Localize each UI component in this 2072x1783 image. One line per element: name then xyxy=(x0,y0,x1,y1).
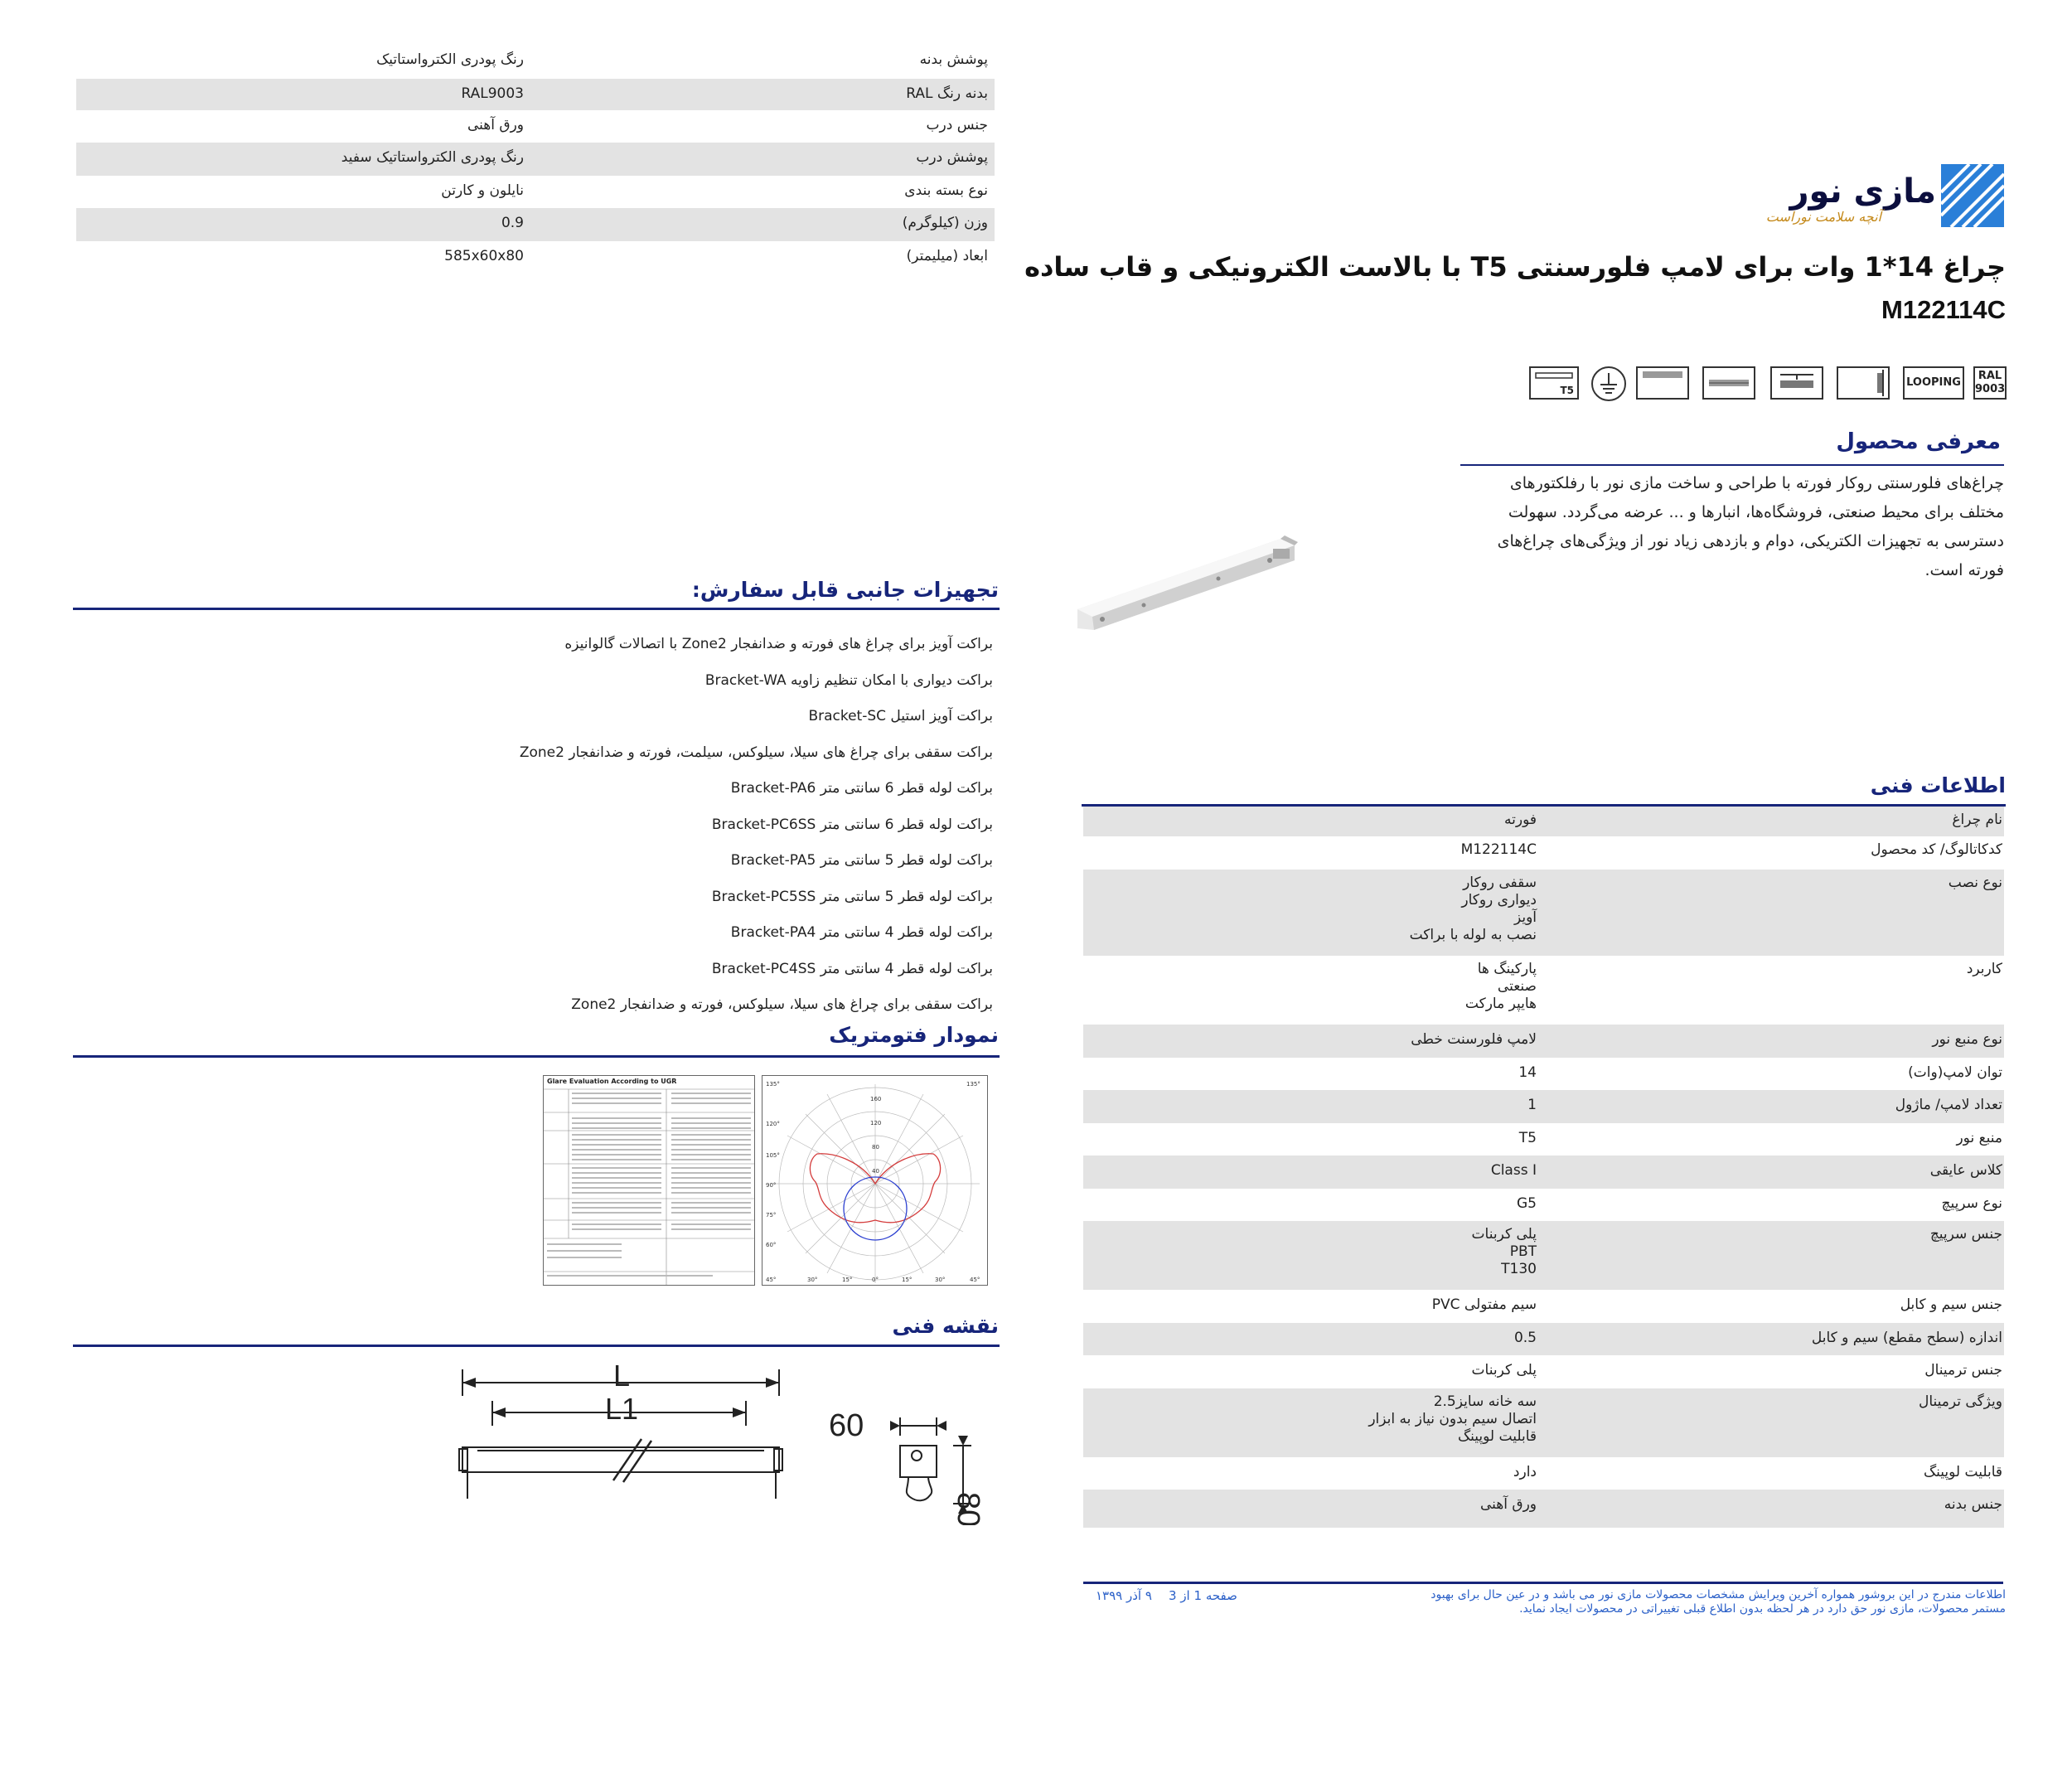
dimension-drawing xyxy=(456,1359,995,1525)
row-label: نوع سرپیچ xyxy=(1941,1195,2002,1212)
table-row xyxy=(1083,807,2004,836)
surface-mount-icon xyxy=(1772,368,1822,398)
row-label: قابلیت لوپینگ xyxy=(1923,1464,2002,1480)
row-value: سقفی روکار دیواری روکار آویز نصب به لوله با براکت xyxy=(1409,875,1537,943)
polar-label: 45° xyxy=(766,1277,777,1283)
table-row xyxy=(1083,1189,2004,1221)
row-label: جنس ترمینال xyxy=(1924,1362,2002,1378)
row-value: Class I xyxy=(1490,1162,1537,1179)
photometric-heading: نمودار فتومتریک xyxy=(829,1023,999,1047)
pipe-mount-icon xyxy=(1704,368,1754,398)
polar-label: 135° xyxy=(966,1081,980,1088)
badge-earth xyxy=(1591,366,1626,401)
ceiling-mount-icon xyxy=(1638,368,1687,398)
table-row xyxy=(1083,1355,2004,1388)
row-value: 585x60x80 xyxy=(444,248,524,264)
row-label: پوشش درب xyxy=(916,149,988,166)
page-number: صفحه 1 از 3 xyxy=(1169,1588,1237,1603)
row-label: نوع بسته بندی xyxy=(904,182,988,199)
footer-date: ۹ آذر ۱۳۹۹ xyxy=(1096,1588,1152,1603)
row-label: کلاس عایقی xyxy=(1929,1162,2002,1179)
wall-mount-icon xyxy=(1838,368,1888,398)
table-row xyxy=(76,79,995,110)
row-label: نوع منبع نور xyxy=(1932,1031,2002,1048)
list-item: براکت آویز استیل Bracket-SC xyxy=(808,708,993,724)
intro-heading: معرفی محصول xyxy=(1836,429,2001,454)
polar-ring-label: 120 xyxy=(870,1120,882,1126)
row-value: 14 xyxy=(1518,1064,1537,1081)
row-label: منبع نور xyxy=(1956,1130,2002,1146)
row-label: نوع نصب xyxy=(1948,875,2002,891)
row-label: جنس درب xyxy=(926,117,988,133)
dim-label-height: 80 xyxy=(951,1492,985,1525)
product-code: M122114C xyxy=(1881,295,2006,324)
table-row xyxy=(76,241,995,274)
row-label: اندازه (سطح مقطع) سیم و کابل xyxy=(1811,1330,2002,1346)
table-row xyxy=(1083,1323,2004,1355)
technical-drawing xyxy=(456,1359,995,1525)
looping-icon: LOOPING xyxy=(1906,376,1961,389)
list-item: براکت لوله قطر 4 سانتی متر Bracket-PC4SS xyxy=(711,960,993,977)
polar-label: 0° xyxy=(872,1277,879,1283)
row-value: سه خانه سایز2.5 اتصال سیم بدون نیاز به ابزار قابلیت لوپینگ xyxy=(1368,1393,1537,1445)
row-label: نام چراغ xyxy=(1952,812,2002,828)
table-row xyxy=(1083,836,2004,870)
badge-ral-9003: RAL 9003 xyxy=(1973,366,2007,400)
table-row xyxy=(1083,1025,2004,1058)
table-row xyxy=(1083,1457,2004,1490)
intro-text: چراغ‌های فلورسنتی روکار فورته با طراحی و ساخت مازی نور با رفلکتورهای مختلف برای محیط صنعتی، فروشگاه‌ها، انبارها و ... عرضه می‌گردد. سهولت دسترسی به تجهیزات الکتریکی، دوام و بازدهی زیاد نور از ویژگی‌های چراغ‌های فورته است. xyxy=(1497,474,2004,579)
polar-label: 105° xyxy=(766,1152,780,1159)
row-value: لامپ فلورسنت خطی xyxy=(1411,1031,1537,1048)
accessories-line xyxy=(73,608,1000,610)
table-row xyxy=(1083,1290,2004,1323)
table-row xyxy=(1083,1058,2004,1090)
polar-label: 15° xyxy=(902,1277,913,1283)
row-label: بدنه رنگ RAL xyxy=(906,85,988,102)
row-value: 1 xyxy=(1527,1097,1537,1113)
brand-tagline: آنچه سلامت نوراست xyxy=(1765,209,1881,225)
tech-heading: اطلاعات فنی xyxy=(1870,773,2006,797)
table-row xyxy=(1083,956,2004,1025)
row-value: RAL9003 xyxy=(461,85,524,102)
row-value: پلی کربنات xyxy=(1471,1362,1537,1378)
row-value: 0.9 xyxy=(501,215,524,231)
row-value: دارد xyxy=(1513,1464,1537,1480)
table-row xyxy=(1083,870,2004,956)
table-row xyxy=(1083,1156,2004,1189)
polar-label: 75° xyxy=(766,1212,777,1219)
row-value: فورته xyxy=(1504,812,1537,828)
dim-label-L: L xyxy=(613,1359,631,1393)
row-value: سیم مفتولی PVC xyxy=(1431,1296,1537,1313)
tech-left-table xyxy=(76,47,995,274)
ugr-table xyxy=(543,1075,755,1286)
table-row xyxy=(76,208,995,241)
dim-label-L1: L1 xyxy=(605,1392,639,1426)
polar-label: 15° xyxy=(842,1277,853,1283)
table-row xyxy=(76,47,995,79)
accessories-list xyxy=(81,632,993,1029)
luminaire-photo xyxy=(1077,531,1301,638)
polar-label: 45° xyxy=(970,1277,980,1283)
row-label: کدکاتالوگ/ کد محصول xyxy=(1871,841,2002,858)
table-row xyxy=(1083,1221,2004,1290)
row-label: جنس بدنه xyxy=(1944,1496,2002,1513)
list-item: براکت لوله قطر 5 سانتی متر Bracket-PA5 xyxy=(730,852,993,869)
polar-chart xyxy=(762,1076,987,1285)
product-image xyxy=(1077,531,1301,638)
row-value: M122114C xyxy=(1460,841,1537,858)
ugr-title: Glare Evaluation According to UGR xyxy=(547,1078,677,1085)
polar-label: 135° xyxy=(766,1081,780,1088)
list-item: براکت لوله قطر 4 سانتی متر Bracket-PA4 xyxy=(730,924,993,941)
row-value: نایلون و کارتن xyxy=(441,182,524,199)
ugr-grid xyxy=(544,1088,754,1285)
photometric-line xyxy=(73,1055,1000,1058)
earth-ground-icon xyxy=(1593,368,1624,400)
row-label: جنس سرپیچ xyxy=(1929,1226,2002,1243)
intro-line xyxy=(1460,464,2004,466)
t5-lamp-icon xyxy=(1531,368,1577,385)
row-label: وزن (کیلوگرم) xyxy=(902,215,988,231)
row-value: G5 xyxy=(1517,1195,1537,1212)
polar-ring-label: 40 xyxy=(872,1168,879,1175)
row-label: پوشش بدنه xyxy=(919,51,988,68)
polar-label: 30° xyxy=(935,1277,946,1283)
list-item: براکت دیواری با امکان تنظیم زاویه Bracket-WA xyxy=(704,671,993,689)
row-label: جنس سیم و کابل xyxy=(1900,1296,2002,1313)
polar-label: 60° xyxy=(766,1242,777,1248)
table-row xyxy=(76,143,995,176)
row-value: ورق آهنی xyxy=(1480,1496,1537,1513)
polar-diagram xyxy=(762,1075,988,1286)
table-row xyxy=(76,110,995,143)
badge-t5-lamp: T5 xyxy=(1529,366,1579,400)
badge-ceiling-mount xyxy=(1636,366,1689,400)
list-item: براکت سقفی برای چراغ های سیلا، سیلوکس، فورته و ضدانفجار Zone2 xyxy=(571,996,993,1013)
row-value: 0.5 xyxy=(1513,1330,1537,1346)
row-label: ویژگی ترمینال xyxy=(1919,1393,2002,1410)
row-label: تعداد لامپ/ ماژول xyxy=(1895,1097,2002,1113)
table-row xyxy=(76,176,995,208)
dim-label-width: 60 xyxy=(829,1408,864,1443)
list-item: براکت لوله قطر 6 سانتی متر Bracket-PC6SS xyxy=(711,816,993,833)
polar-ring-label: 80 xyxy=(872,1144,879,1151)
row-label: کاربرد xyxy=(1966,961,2002,977)
badge-looping xyxy=(1903,366,1964,400)
footer-line xyxy=(1083,1582,2003,1584)
product-title: چراغ 14*1 وات برای لامپ فلورسنتی T5 با بالاست الکترونیکی و قاب ساده xyxy=(1024,251,2006,283)
brand-name: مازی نور xyxy=(1789,172,1936,211)
polar-ring-label: 160 xyxy=(870,1096,882,1102)
row-value: ورق آهنی xyxy=(467,117,524,133)
row-label: ابعاد (میلیمتر) xyxy=(906,248,988,264)
table-row xyxy=(1083,1388,2004,1457)
list-item: براکت سقفی برای چراغ های سیلا، سیلوکس، سیلمت، فورته و ضدانفجار Zone2 xyxy=(519,744,993,761)
row-label: توان لامپ(وات) xyxy=(1908,1064,2002,1081)
badge-pipe-mount xyxy=(1702,366,1755,400)
polar-label: 90° xyxy=(766,1182,777,1189)
drawing-line xyxy=(73,1345,1000,1347)
list-item: براکت لوله قطر 6 سانتی متر Bracket-PA6 xyxy=(730,780,993,797)
polar-label: 120° xyxy=(766,1121,780,1127)
row-value: رنگ پودری الکترواستاتیک xyxy=(376,51,524,68)
table-row xyxy=(1083,1123,2004,1156)
row-value: رنگ پودری الکترواستاتیک سفید xyxy=(341,149,524,166)
brand-logo xyxy=(1749,162,2006,229)
row-value: پلی کربنات PBT T130 xyxy=(1471,1226,1537,1277)
tech-table xyxy=(1083,807,2004,1528)
row-value: T5 xyxy=(1518,1130,1537,1146)
drawing-heading: نقشه فنی xyxy=(892,1314,999,1338)
table-row xyxy=(1083,1090,2004,1123)
footer-note: اطلاعات مندرج در این بروشور همواره آخرین ویرایش مشخصات محصولات مازی نور می باشد و در عین حال برای بهبود مستمر محصولات، مازی نور حق دارد در هر لحظه بدون اطلاع قبلی تغییراتی در محصولات ایجاد نماید. xyxy=(1431,1588,2006,1616)
badge-surface-mount xyxy=(1770,366,1823,400)
list-item: براکت آویز برای چراغ های فورته و ضدانفجار Zone2 با اتصالات گالوانیزه xyxy=(564,636,993,652)
table-row xyxy=(1083,1490,2004,1528)
row-value: پارکینگ ها صنعتی هایپر مارکت xyxy=(1464,961,1537,1012)
polar-label: 30° xyxy=(807,1277,818,1283)
badge-wall-mount xyxy=(1837,366,1890,400)
accessories-heading: تجهیزات جانبی قابل سفارش: xyxy=(691,578,999,602)
list-item: براکت لوله قطر 5 سانتی متر Bracket-PC5SS xyxy=(711,888,993,905)
